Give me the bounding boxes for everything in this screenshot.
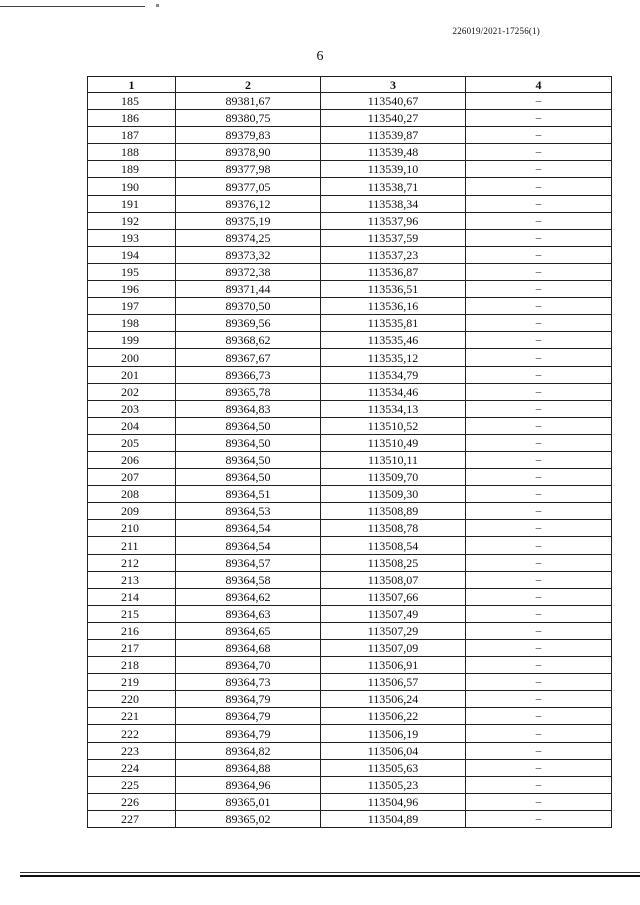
y-coordinate-cell: 113508,25 — [321, 554, 466, 571]
note-cell: – — [466, 622, 612, 639]
y-coordinate-cell: 113509,30 — [321, 486, 466, 503]
table-row — [88, 144, 612, 161]
x-coordinate-cell: 89373,32 — [176, 246, 321, 263]
table-row — [88, 810, 612, 827]
note-cell: – — [466, 161, 612, 178]
y-coordinate-cell: 113506,57 — [321, 674, 466, 691]
table-row — [88, 195, 612, 212]
point-number-cell: 186 — [88, 110, 176, 127]
y-coordinate-cell: 113510,49 — [321, 434, 466, 451]
y-coordinate-cell: 113535,12 — [321, 349, 466, 366]
x-coordinate-cell: 89365,78 — [176, 383, 321, 400]
point-number-cell: 196 — [88, 281, 176, 298]
point-number-cell: 215 — [88, 605, 176, 622]
y-coordinate-cell: 113506,04 — [321, 742, 466, 759]
y-coordinate-cell: 113534,13 — [321, 400, 466, 417]
x-coordinate-cell: 89364,70 — [176, 657, 321, 674]
table-row — [88, 298, 612, 315]
y-coordinate-cell: 113506,91 — [321, 657, 466, 674]
point-number-cell: 193 — [88, 229, 176, 246]
x-coordinate-cell: 89375,19 — [176, 212, 321, 229]
table-row — [88, 537, 612, 554]
table-row — [88, 725, 612, 742]
y-coordinate-cell: 113509,70 — [321, 469, 466, 486]
table-row — [88, 451, 612, 468]
note-cell: – — [466, 349, 612, 366]
x-coordinate-cell: 89364,79 — [176, 708, 321, 725]
point-number-cell: 227 — [88, 810, 176, 827]
y-coordinate-cell: 113506,22 — [321, 708, 466, 725]
point-number-cell: 194 — [88, 246, 176, 263]
y-coordinate-cell: 113507,66 — [321, 588, 466, 605]
x-coordinate-cell: 89364,73 — [176, 674, 321, 691]
y-coordinate-cell: 113507,29 — [321, 622, 466, 639]
y-coordinate-cell: 113537,96 — [321, 212, 466, 229]
footer-rule — [20, 875, 640, 877]
table-row — [88, 759, 612, 776]
column-header: 1 — [88, 77, 176, 93]
coordinates-table — [87, 76, 612, 828]
y-coordinate-cell: 113504,89 — [321, 810, 466, 827]
note-cell: – — [466, 776, 612, 793]
point-number-cell: 203 — [88, 400, 176, 417]
y-coordinate-cell: 113534,79 — [321, 366, 466, 383]
note-cell: – — [466, 178, 612, 195]
scan-mark — [156, 4, 159, 7]
table-row — [88, 486, 612, 503]
point-number-cell: 222 — [88, 725, 176, 742]
y-coordinate-cell: 113535,81 — [321, 315, 466, 332]
table-row — [88, 349, 612, 366]
note-cell: – — [466, 742, 612, 759]
note-cell: – — [466, 793, 612, 810]
table-row — [88, 246, 612, 263]
x-coordinate-cell: 89364,58 — [176, 571, 321, 588]
note-cell: – — [466, 759, 612, 776]
y-coordinate-cell: 113508,89 — [321, 503, 466, 520]
point-number-cell: 206 — [88, 451, 176, 468]
y-coordinate-cell: 113534,46 — [321, 383, 466, 400]
point-number-cell: 207 — [88, 469, 176, 486]
y-coordinate-cell: 113508,54 — [321, 537, 466, 554]
point-number-cell: 212 — [88, 554, 176, 571]
table-row — [88, 708, 612, 725]
note-cell: – — [466, 144, 612, 161]
y-coordinate-cell: 113510,52 — [321, 417, 466, 434]
point-number-cell: 216 — [88, 622, 176, 639]
note-cell: – — [466, 640, 612, 657]
y-coordinate-cell: 113508,78 — [321, 520, 466, 537]
note-cell: – — [466, 110, 612, 127]
x-coordinate-cell: 89365,01 — [176, 793, 321, 810]
x-coordinate-cell: 89364,88 — [176, 759, 321, 776]
table-row — [88, 571, 612, 588]
note-cell: – — [466, 708, 612, 725]
table-row — [88, 742, 612, 759]
table-row — [88, 178, 612, 195]
point-number-cell: 209 — [88, 503, 176, 520]
table-header-row — [88, 77, 612, 93]
x-coordinate-cell: 89377,98 — [176, 161, 321, 178]
table-row — [88, 417, 612, 434]
point-number-cell: 220 — [88, 691, 176, 708]
x-coordinate-cell: 89364,51 — [176, 486, 321, 503]
note-cell: – — [466, 520, 612, 537]
x-coordinate-cell: 89364,82 — [176, 742, 321, 759]
table-row — [88, 605, 612, 622]
point-number-cell: 225 — [88, 776, 176, 793]
x-coordinate-cell: 89378,90 — [176, 144, 321, 161]
x-coordinate-cell: 89368,62 — [176, 332, 321, 349]
y-coordinate-cell: 113539,48 — [321, 144, 466, 161]
note-cell: – — [466, 434, 612, 451]
x-coordinate-cell: 89367,67 — [176, 349, 321, 366]
note-cell: – — [466, 281, 612, 298]
note-cell: – — [466, 554, 612, 571]
point-number-cell: 214 — [88, 588, 176, 605]
note-cell: – — [466, 810, 612, 827]
x-coordinate-cell: 89364,65 — [176, 622, 321, 639]
point-number-cell: 223 — [88, 742, 176, 759]
y-coordinate-cell: 113505,23 — [321, 776, 466, 793]
table-row — [88, 588, 612, 605]
note-cell: – — [466, 315, 612, 332]
y-coordinate-cell: 113536,16 — [321, 298, 466, 315]
table-row — [88, 793, 612, 810]
note-cell: – — [466, 674, 612, 691]
y-coordinate-cell: 113507,09 — [321, 640, 466, 657]
point-number-cell: 201 — [88, 366, 176, 383]
y-coordinate-cell: 113538,71 — [321, 178, 466, 195]
note-cell: – — [466, 571, 612, 588]
note-cell: – — [466, 537, 612, 554]
page-number: 6 — [316, 49, 324, 64]
point-number-cell: 200 — [88, 349, 176, 366]
y-coordinate-cell: 113536,87 — [321, 263, 466, 280]
y-coordinate-cell: 113510,11 — [321, 451, 466, 468]
note-cell: – — [466, 332, 612, 349]
note-cell: – — [466, 451, 612, 468]
point-number-cell: 202 — [88, 383, 176, 400]
point-number-cell: 191 — [88, 195, 176, 212]
table-row — [88, 469, 612, 486]
note-cell: – — [466, 417, 612, 434]
note-cell: – — [466, 366, 612, 383]
note-cell: – — [466, 691, 612, 708]
point-number-cell: 205 — [88, 434, 176, 451]
y-coordinate-cell: 113506,19 — [321, 725, 466, 742]
y-coordinate-cell: 113539,87 — [321, 127, 466, 144]
x-coordinate-cell: 89369,56 — [176, 315, 321, 332]
column-header: 2 — [176, 77, 321, 93]
table-row — [88, 281, 612, 298]
note-cell: – — [466, 605, 612, 622]
table-row — [88, 93, 612, 110]
y-coordinate-cell: 113505,63 — [321, 759, 466, 776]
x-coordinate-cell: 89377,05 — [176, 178, 321, 195]
note-cell: – — [466, 298, 612, 315]
table-row — [88, 383, 612, 400]
table-row — [88, 229, 612, 246]
point-number-cell: 187 — [88, 127, 176, 144]
y-coordinate-cell: 113537,59 — [321, 229, 466, 246]
x-coordinate-cell: 89364,50 — [176, 434, 321, 451]
table-row — [88, 622, 612, 639]
x-coordinate-cell: 89364,54 — [176, 520, 321, 537]
point-number-cell: 204 — [88, 417, 176, 434]
point-number-cell: 211 — [88, 537, 176, 554]
y-coordinate-cell: 113540,27 — [321, 110, 466, 127]
point-number-cell: 218 — [88, 657, 176, 674]
note-cell: – — [466, 588, 612, 605]
y-coordinate-cell: 113538,34 — [321, 195, 466, 212]
note-cell: – — [466, 229, 612, 246]
point-number-cell: 189 — [88, 161, 176, 178]
point-number-cell: 213 — [88, 571, 176, 588]
table-row — [88, 776, 612, 793]
x-coordinate-cell: 89364,79 — [176, 725, 321, 742]
point-number-cell: 210 — [88, 520, 176, 537]
point-number-cell: 197 — [88, 298, 176, 315]
table-body — [88, 93, 612, 828]
table-row — [88, 212, 612, 229]
x-coordinate-cell: 89365,02 — [176, 810, 321, 827]
y-coordinate-cell: 113508,07 — [321, 571, 466, 588]
y-coordinate-cell: 113540,67 — [321, 93, 466, 110]
note-cell: – — [466, 127, 612, 144]
point-number-cell: 219 — [88, 674, 176, 691]
table-row — [88, 332, 612, 349]
point-number-cell: 190 — [88, 178, 176, 195]
table-row — [88, 503, 612, 520]
point-number-cell: 195 — [88, 263, 176, 280]
x-coordinate-cell: 89380,75 — [176, 110, 321, 127]
note-cell: – — [466, 469, 612, 486]
x-coordinate-cell: 89376,12 — [176, 195, 321, 212]
table-row — [88, 691, 612, 708]
point-number-cell: 208 — [88, 486, 176, 503]
note-cell: – — [466, 246, 612, 263]
y-coordinate-cell: 113535,46 — [321, 332, 466, 349]
point-number-cell: 185 — [88, 93, 176, 110]
note-cell: – — [466, 93, 612, 110]
x-coordinate-cell: 89364,96 — [176, 776, 321, 793]
x-coordinate-cell: 89372,38 — [176, 263, 321, 280]
column-header: 4 — [466, 77, 612, 93]
x-coordinate-cell: 89364,50 — [176, 417, 321, 434]
x-coordinate-cell: 89364,79 — [176, 691, 321, 708]
x-coordinate-cell: 89364,54 — [176, 537, 321, 554]
table-row — [88, 640, 612, 657]
x-coordinate-cell: 89364,50 — [176, 469, 321, 486]
point-number-cell: 188 — [88, 144, 176, 161]
table-row — [88, 400, 612, 417]
x-coordinate-cell: 89379,83 — [176, 127, 321, 144]
point-number-cell: 217 — [88, 640, 176, 657]
y-coordinate-cell: 113504,96 — [321, 793, 466, 810]
x-coordinate-cell: 89381,67 — [176, 93, 321, 110]
note-cell: – — [466, 195, 612, 212]
note-cell: – — [466, 657, 612, 674]
table-row — [88, 263, 612, 280]
x-coordinate-cell: 89364,57 — [176, 554, 321, 571]
note-cell: – — [466, 725, 612, 742]
table-row — [88, 366, 612, 383]
point-number-cell: 224 — [88, 759, 176, 776]
table-row — [88, 520, 612, 537]
note-cell: – — [466, 486, 612, 503]
x-coordinate-cell: 89364,83 — [176, 400, 321, 417]
note-cell: – — [466, 383, 612, 400]
point-number-cell: 192 — [88, 212, 176, 229]
point-number-cell: 199 — [88, 332, 176, 349]
table-row — [88, 110, 612, 127]
x-coordinate-cell: 89364,63 — [176, 605, 321, 622]
x-coordinate-cell: 89371,44 — [176, 281, 321, 298]
x-coordinate-cell: 89370,50 — [176, 298, 321, 315]
x-coordinate-cell: 89364,50 — [176, 451, 321, 468]
point-number-cell: 226 — [88, 793, 176, 810]
table-row — [88, 657, 612, 674]
table-row — [88, 315, 612, 332]
y-coordinate-cell: 113537,23 — [321, 246, 466, 263]
x-coordinate-cell: 89374,25 — [176, 229, 321, 246]
y-coordinate-cell: 113507,49 — [321, 605, 466, 622]
y-coordinate-cell: 113539,10 — [321, 161, 466, 178]
footer-rule-thin — [20, 872, 640, 873]
x-coordinate-cell: 89364,68 — [176, 640, 321, 657]
table-row — [88, 434, 612, 451]
x-coordinate-cell: 89364,62 — [176, 588, 321, 605]
table-row — [88, 127, 612, 144]
note-cell: – — [466, 263, 612, 280]
document-number: 226019/2021-17256(1) — [452, 26, 540, 36]
y-coordinate-cell: 113536,51 — [321, 281, 466, 298]
y-coordinate-cell: 113506,24 — [321, 691, 466, 708]
top-left-rule — [0, 6, 145, 7]
note-cell: – — [466, 503, 612, 520]
point-number-cell: 221 — [88, 708, 176, 725]
table-row — [88, 674, 612, 691]
table-row — [88, 554, 612, 571]
x-coordinate-cell: 89364,53 — [176, 503, 321, 520]
table-row — [88, 161, 612, 178]
note-cell: – — [466, 400, 612, 417]
x-coordinate-cell: 89366,73 — [176, 366, 321, 383]
point-number-cell: 198 — [88, 315, 176, 332]
note-cell: – — [466, 212, 612, 229]
column-header: 3 — [321, 77, 466, 93]
